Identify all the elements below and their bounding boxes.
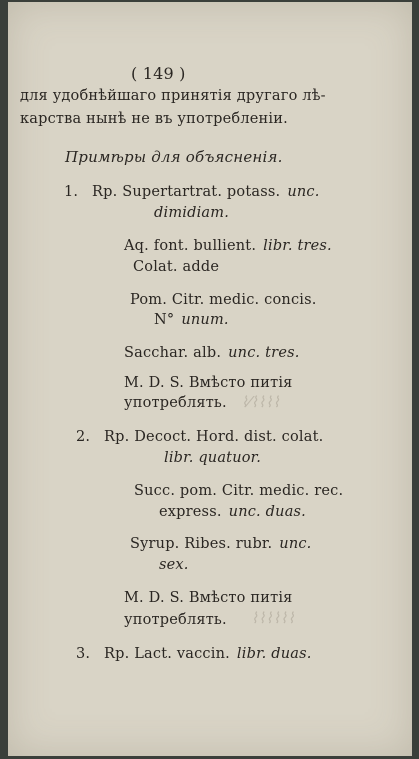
example-2-line-7: M. D. S. Вмѣсто питія [124,590,293,606]
example-1-line-4: Colat. adde [133,259,220,275]
example-2-line-3: Succ. pom. Citr. medic. rec. [134,483,344,499]
example-2-line-4: express. unc. duas. [159,504,306,520]
example-2-number: 2. [76,429,91,445]
example-1-line-5: Pom. Citr. medic. concis. [130,292,317,308]
example-3-line-1: 3. Rp. Lact. vaccin. libr. duas. [76,646,312,662]
example-1-line-8: M. D. S. Вмѣсто питія [124,375,293,391]
example-2-line-2: libr. quatuor. [164,450,262,466]
paragraph-line-2: карства нынѣ не въ употребленіи. [20,111,288,127]
example-1-line-1: 1. Rp. Supertartrat. potass. unc. [64,184,320,200]
example-2-line-5: Syrup. Ribes. rubr. unc. [130,536,312,552]
example-1-line-3: Aq. font. bullient. libr. tres. [124,238,332,254]
paragraph-line-1: для удобнѣйшаго принятія другаго лѣ- [20,88,326,104]
example-1-line-7: Sacchar. alb. unc. tres. [124,345,300,361]
pencil-annotation: ⌇⁄⌇⌇⌇⌇ [241,393,281,411]
example-1-line-9: употреблять. [124,395,227,411]
example-3-number: 3. [76,646,91,662]
example-2-line-1: 2. Rp. Decoct. Hord. dist. colat. [76,429,324,445]
example-2-line-6: sex. [159,557,189,573]
example-1-number: 1. [64,184,79,200]
example-1-line-2: dimidiam. [154,205,230,221]
example-1-line-6: N° unum. [154,312,229,328]
pencil-annotation-2: ⌇⌇⌇⌇⌇⌇ [251,609,295,627]
page-number: ( 149 ) [131,64,186,83]
section-heading: Примѣры для объясненія. [65,148,283,166]
example-2-line-8: употреблять. [124,612,227,628]
book-page [8,2,412,756]
